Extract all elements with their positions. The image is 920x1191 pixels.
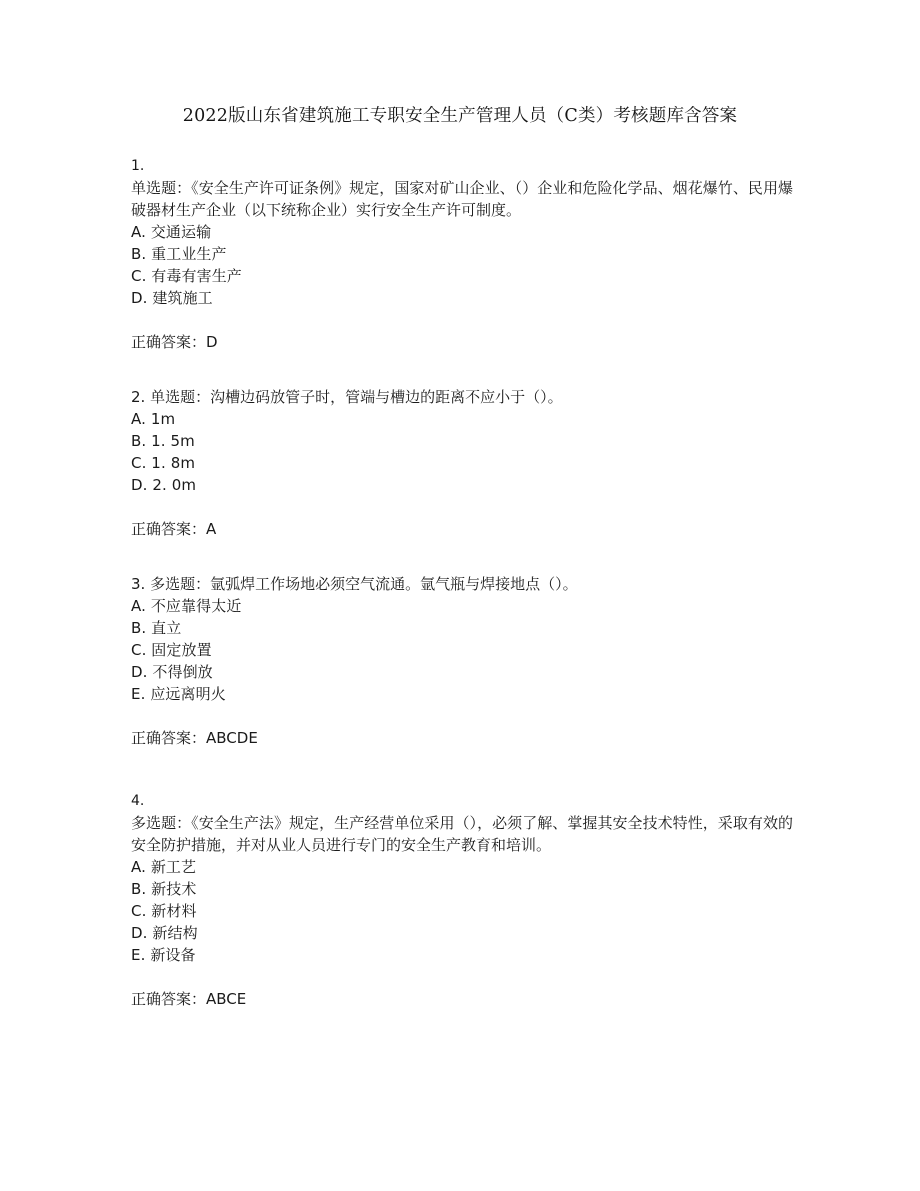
question-number-1: 1. <box>131 158 145 174</box>
question-number-4: 4. <box>131 793 145 809</box>
question-stem-3: 3. 多选题：氩弧焊工作场地必须空气流通。氩气瓶与焊接地点（）。 <box>131 575 578 593</box>
question-option-3-e[interactable]: E. 应远离明火 <box>131 685 226 703</box>
question-option-1-a[interactable]: A. 交通运输 <box>131 223 212 241</box>
question-option-3-b[interactable]: B. 直立 <box>131 619 182 637</box>
question-block-3 <box>131 573 793 749</box>
question-option-3-d[interactable]: D. 不得倒放 <box>131 663 213 681</box>
question-option-2-c[interactable]: C. 1. 8m <box>131 454 196 472</box>
question-option-2-b[interactable]: B. 1. 5m <box>131 432 195 450</box>
question-block-1 <box>131 156 793 353</box>
question-option-1-d[interactable]: D. 建筑施工 <box>131 289 213 307</box>
question-option-3-a[interactable]: A. 不应靠得太近 <box>131 597 242 615</box>
question-option-1-c[interactable]: C. 有毒有害生产 <box>131 267 242 285</box>
question-option-3-c[interactable]: C. 固定放置 <box>131 641 212 659</box>
question-option-4-a[interactable]: A. 新工艺 <box>131 858 197 876</box>
question-option-4-d[interactable]: D. 新结构 <box>131 924 198 942</box>
question-option-1-b[interactable]: B. 重工业生产 <box>131 245 227 263</box>
question-stem-2: 2. 单选题：沟槽边码放管子时，管端与槽边的距离不应小于（）。 <box>131 388 563 406</box>
question-answer-1: 正确答案：D <box>131 333 218 351</box>
question-option-2-a[interactable]: A. 1m <box>131 410 176 428</box>
question-stem-4: 多选题：《安全生产法》规定，生产经营单位采用（），必须了解、掌握其安全技术特性，采取有效的安全防护措施，并对从业人员进行专门的安全生产教育和培训。 <box>131 814 793 854</box>
question-block-2 <box>131 386 793 540</box>
question-answer-3: 正确答案：ABCDE <box>131 729 258 747</box>
page-title: 2022版山东省建筑施工专职安全生产管理人员（C类）考核题库含答案 <box>182 106 738 126</box>
question-answer-2: 正确答案：A <box>131 520 217 538</box>
question-answer-4: 正确答案：ABCE <box>131 990 247 1008</box>
question-option-4-e[interactable]: E. 新设备 <box>131 946 196 964</box>
question-option-4-c[interactable]: C. 新材料 <box>131 902 197 920</box>
question-stem-1: 单选题：《安全生产许可证条例》规定，国家对矿山企业、（）企业和危险化学品、烟花爆竹、民用爆破器材生产企业（以下统称企业）实行安全生产许可制度。 <box>131 179 793 219</box>
question-option-2-d[interactable]: D. 2. 0m <box>131 476 197 494</box>
question-block-4 <box>131 791 793 1010</box>
question-option-4-b[interactable]: B. 新技术 <box>131 880 197 898</box>
question-list <box>131 156 793 1010</box>
